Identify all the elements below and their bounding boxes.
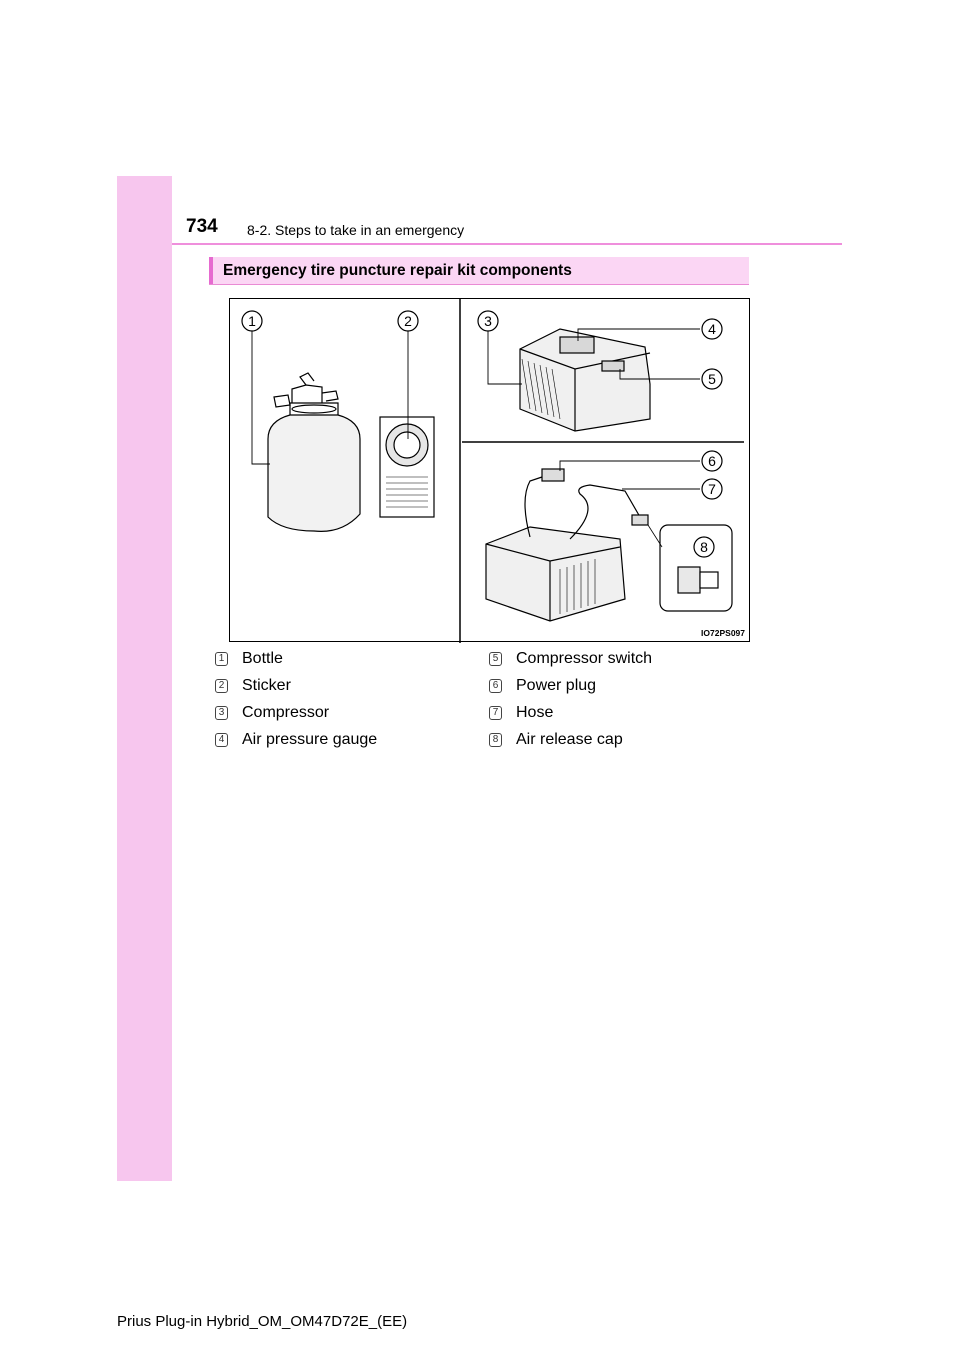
legend-label: Air pressure gauge: [242, 731, 378, 748]
page-number: 734: [186, 216, 218, 237]
legend-label: Air release cap: [516, 731, 623, 748]
legend-number: 7: [489, 706, 502, 720]
compressor-with-hose-drawing: [486, 469, 648, 621]
section-heading: Emergency tire puncture repair kit components: [223, 262, 572, 279]
legend-number: 8: [489, 733, 502, 747]
repair-kit-drawing: [230, 299, 751, 643]
footer-document-id: Prius Plug-in Hybrid_OM_OM47D72E_(EE): [117, 1313, 408, 1330]
legend-label: Bottle: [242, 650, 283, 667]
legend-item: [215, 729, 377, 751]
callout-2: 2: [404, 313, 412, 329]
legend-label: Sticker: [242, 677, 291, 694]
bottle-drawing: [268, 373, 360, 531]
legend-item: [489, 648, 652, 670]
legend-number: 1: [215, 652, 228, 666]
legend-item: [215, 648, 283, 670]
callout-5: 5: [708, 371, 716, 387]
callout-4: 4: [708, 321, 716, 337]
sticker-drawing: [380, 417, 434, 517]
legend-number: 6: [489, 679, 502, 693]
legend-number: 3: [215, 706, 228, 720]
callout-8: 8: [700, 539, 708, 555]
header-divider: [172, 243, 842, 245]
legend-label: Hose: [516, 704, 554, 721]
figure-code: IO72PS097: [701, 628, 745, 638]
legend-item: [489, 702, 553, 724]
callout-7: 7: [708, 481, 716, 497]
legend-item: [215, 702, 329, 724]
legend-label: Compressor: [242, 704, 330, 721]
legend-item: [489, 675, 596, 697]
side-tab-band: [117, 176, 172, 1181]
air-release-cap-inset: [648, 525, 732, 611]
section-title: 8-2. Steps to take in an emergency: [247, 222, 465, 238]
legend-label: Compressor switch: [516, 650, 653, 667]
section-heading-box: [209, 257, 749, 285]
legend-number: 2: [215, 679, 228, 693]
legend-item: [489, 729, 623, 751]
legend-number: 4: [215, 733, 228, 747]
callout-3: 3: [484, 313, 492, 329]
legend-item: [215, 675, 291, 697]
callout-1: 1: [248, 313, 256, 329]
callout-6: 6: [708, 453, 716, 469]
repair-kit-illustration: [229, 298, 750, 642]
compressor-drawing: [520, 329, 650, 431]
legend-number: 5: [489, 652, 502, 666]
legend-label: Power plug: [516, 677, 597, 694]
